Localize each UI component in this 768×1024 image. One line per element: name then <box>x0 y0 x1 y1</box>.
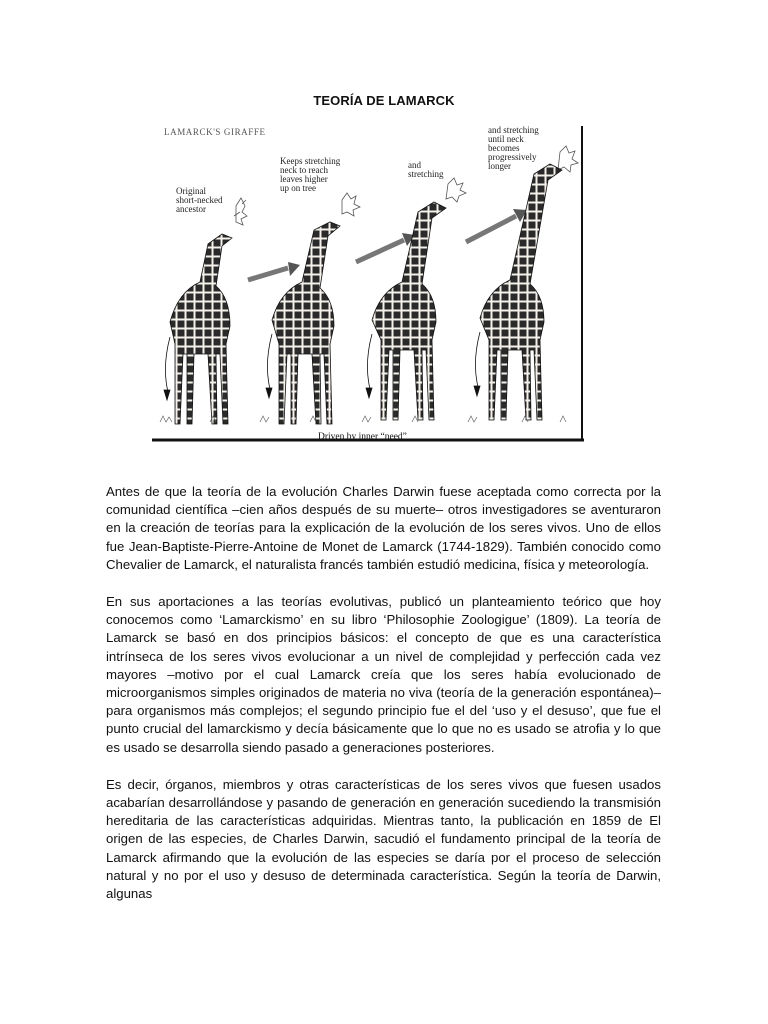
body-text <box>106 483 661 922</box>
document-title: TEORÍA DE LAMARCK <box>313 93 455 108</box>
paragraph-3: Es decir, órganos, miembros y otras características de los seres vivos que fuesen usados acabarían desarrollándose y pasando de generación en generación sucediendo la transmisión hereditaria de las características adquiridas. Mientras tanto, la publicación en 1859 de El origen de las especies, de Charles Darwin, sacudió el fundamento principal de la teoría de Lamarck afirmando que la evolución de las especies se daría por el proceso de selección natural y no por el uso y desuso de determinada característica. Según la teoría de Darwin, algunas <box>106 776 661 902</box>
figure-label-2: Keeps stretching neck to reach leaves higher up on tree <box>280 156 341 193</box>
figure-label-3: and stretching <box>408 160 444 179</box>
paragraph-2: En sus aportaciones a las teorías evolutivas, publicó un planteamiento teórico que hoy conocemos como ‘Lamarckismo’ en su libro ‘Philosophie Zoologigue’ (1809). La teoría de Lamarck se basó en dos principios básicos: el concepto de que es una característica intrínseca de los seres vivos evolucionar a un nivel de complejidad y perfección cada vez mayores –motivo por el cual Lamarck creía que los seres había evolucionado de microorganismos simples originados de materia no viva (teoría de la generación espontánea)– para organismos más complejos; el segundo principio fue el del ‘uso y el desuso’, que fue el punto crucial del lamarckismo y decía básicamente que lo que no es usado se atrofia y lo que es usado se desarrolla siendo pasado a generaciones posteriores. <box>106 594 661 755</box>
figure-label-4: and stretching until neck becomes progressively longer <box>488 125 539 171</box>
paragraph-1: Antes de que la teoría de la evolución Charles Darwin fuese aceptada como correcta por la comunidad científica –cien años después de su muerte– otros investigadores se aventuraron en la creación de teorías para la explicación de la evolución de los seres vivos. Uno de ellos fue Jean-Baptiste-Pierre-Antoine de Monet de Lamarck (1744-1829). También conocido como Chevalier de Lamarck, el naturalista francés también estudió medicina, física y meteorología. <box>106 484 661 572</box>
figure-label-1: Original short-necked ancestor <box>176 186 223 214</box>
figure-heading: LAMARCK'S GIRAFFE <box>164 127 266 137</box>
lamarck-giraffe-illustration <box>150 122 586 444</box>
figure-caption: Driven by inner “need” <box>318 432 407 442</box>
